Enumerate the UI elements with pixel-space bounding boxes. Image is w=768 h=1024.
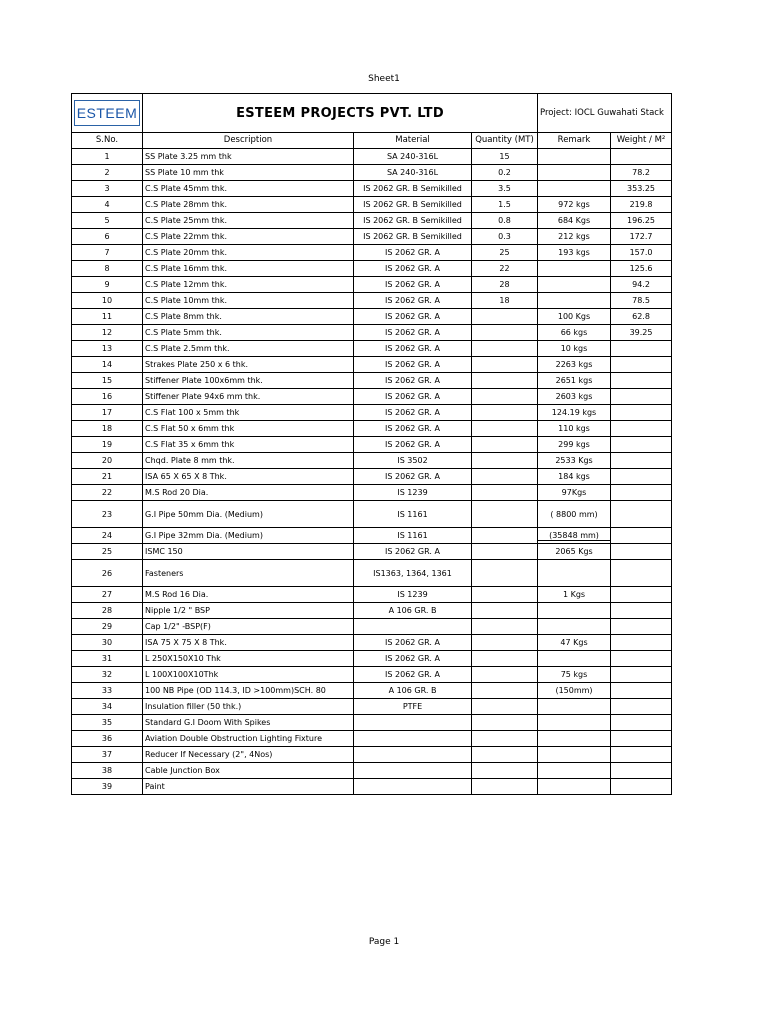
cell-remark [538,715,611,731]
cell-description: C.S Plate 45mm thk. [143,181,354,197]
table-row [72,747,672,763]
table-row [72,779,672,795]
cell-description: C.S Plate 2.5mm thk. [143,341,354,357]
cell-remark: 2065 Kgs [538,544,611,560]
cell-material: IS 2062 GR. B Semikilled [354,197,472,213]
cell-material [354,715,472,731]
cell-description: G.I Pipe 32mm Dia. (Medium) [143,528,354,544]
header-weight: Weight / M² [611,133,672,149]
cell-remark: 124.19 kgs [538,405,611,421]
cell-remark [538,603,611,619]
cell-remark: (35848 mm) [538,528,611,544]
title-row [72,94,672,133]
cell-weight [611,560,672,587]
cell-quantity: 0.2 [472,165,538,181]
cell-weight [611,603,672,619]
cell-sno: 7 [72,245,143,261]
cell-remark: (150mm) [538,683,611,699]
cell-quantity: 1.5 [472,197,538,213]
cell-material: IS 2062 GR. A [354,277,472,293]
cell-remark [538,181,611,197]
cell-remark: 10 kgs [538,341,611,357]
cell-weight [611,501,672,528]
cell-material [354,747,472,763]
cell-description: M.S Rod 16 Dia. [143,587,354,603]
cell-remark: 299 kgs [538,437,611,453]
table-row [72,667,672,683]
table-row [72,715,672,731]
cell-sno: 22 [72,485,143,501]
column-header-row [72,133,672,149]
cell-quantity [472,421,538,437]
cell-weight [611,619,672,635]
cell-material: A 106 GR. B [354,683,472,699]
cell-sno: 23 [72,501,143,528]
cell-quantity [472,651,538,667]
table-row [72,213,672,229]
cell-weight [611,763,672,779]
cell-weight [611,357,672,373]
table-row [72,528,672,544]
project-name: Project: IOCL Guwahati Stack [538,94,672,133]
cell-sno: 12 [72,325,143,341]
cell-description: C.S Plate 16mm thk. [143,261,354,277]
cell-remark: 75 kgs [538,667,611,683]
cell-remark [538,277,611,293]
cell-description: C.S Flat 35 x 6mm thk [143,437,354,453]
cell-material [354,619,472,635]
cell-description: 100 NB Pipe (OD 114.3, ID >100mm)SCH. 80 [143,683,354,699]
cell-weight [611,587,672,603]
cell-remark: 2651 kgs [538,373,611,389]
cell-description: C.S Plate 12mm thk. [143,277,354,293]
cell-remark [538,293,611,309]
cell-remark: 100 Kgs [538,309,611,325]
cell-material: IS 2062 GR. A [354,405,472,421]
cell-material: IS 2062 GR. A [354,309,472,325]
cell-weight [611,453,672,469]
cell-sno: 10 [72,293,143,309]
cell-weight: 219.8 [611,197,672,213]
table-row [72,357,672,373]
cell-sno: 35 [72,715,143,731]
cell-description: C.S Plate 22mm thk. [143,229,354,245]
cell-quantity [472,437,538,453]
company-name: ESTEEM PROJECTS PVT. LTD [143,94,538,133]
cell-description: ISMC 150 [143,544,354,560]
cell-remark: 97Kgs [538,485,611,501]
cell-weight [611,421,672,437]
cell-quantity: 3.5 [472,181,538,197]
cell-weight [611,437,672,453]
cell-sno: 24 [72,528,143,544]
table-row [72,325,672,341]
cell-sno: 19 [72,437,143,453]
cell-sno: 25 [72,544,143,560]
cell-material: IS 1239 [354,485,472,501]
cell-weight: 196.25 [611,213,672,229]
table-row [72,544,672,560]
cell-weight: 62.8 [611,309,672,325]
cell-quantity [472,544,538,560]
table-row [72,587,672,603]
header-description: Description [143,133,354,149]
cell-remark: 193 kgs [538,245,611,261]
page-number: Page 1 [368,937,400,947]
table-row [72,683,672,699]
cell-description: Stiffener Plate 100x6mm thk. [143,373,354,389]
cell-sno: 36 [72,731,143,747]
table-row [72,405,672,421]
header-remark: Remark [538,133,611,149]
table-row [72,763,672,779]
table-row [72,309,672,325]
cell-quantity [472,683,538,699]
cell-sno: 30 [72,635,143,651]
cell-sno: 33 [72,683,143,699]
cell-material: IS 3502 [354,453,472,469]
cell-quantity: 0.8 [472,213,538,229]
cell-weight [611,389,672,405]
cell-weight [611,699,672,715]
cell-material: SA 240-316L [354,165,472,181]
cell-material: IS 2062 GR. A [354,261,472,277]
cell-sno: 5 [72,213,143,229]
table-row [72,389,672,405]
cell-description: ISA 65 X 65 X 8 Thk. [143,469,354,485]
cell-description: C.S Plate 10mm thk. [143,293,354,309]
cell-remark [538,731,611,747]
cell-description: SS Plate 10 mm thk [143,165,354,181]
table-row [72,261,672,277]
cell-quantity [472,485,538,501]
cell-weight: 39.25 [611,325,672,341]
cell-description: Standard G.I Doom With Spikes [143,715,354,731]
cell-material: IS1363, 1364, 1361 [354,560,472,587]
table-row [72,165,672,181]
cell-quantity: 18 [472,293,538,309]
cell-sno: 3 [72,181,143,197]
table-row [72,277,672,293]
cell-material: SA 240-316L [354,149,472,165]
cell-remark [538,747,611,763]
cell-remark [538,560,611,587]
cell-description: Cap 1/2" -BSP(F) [143,619,354,635]
cell-weight [611,485,672,501]
cell-weight [611,373,672,389]
cell-sno: 4 [72,197,143,213]
table-row [72,651,672,667]
cell-description: G.I Pipe 50mm Dia. (Medium) [143,501,354,528]
table-row [72,501,672,528]
cell-remark [538,149,611,165]
cell-quantity [472,715,538,731]
table-row [72,560,672,587]
cell-description: C.S Plate 25mm thk. [143,213,354,229]
cell-quantity [472,763,538,779]
cell-remark: 184 kgs [538,469,611,485]
cell-material: IS 1161 [354,501,472,528]
cell-sno: 31 [72,651,143,667]
cell-quantity [472,325,538,341]
table-row [72,229,672,245]
cell-remark [538,651,611,667]
cell-weight [611,779,672,795]
cell-weight: 125.6 [611,261,672,277]
cell-weight: 94.2 [611,277,672,293]
cell-quantity [472,528,538,544]
cell-remark [538,165,611,181]
cell-quantity [472,619,538,635]
cell-sno: 38 [72,763,143,779]
cell-sno: 18 [72,421,143,437]
cell-quantity [472,667,538,683]
cell-quantity: 28 [472,277,538,293]
cell-description: Reducer If Necessary (2", 4Nos) [143,747,354,763]
cell-material: IS 2062 GR. A [354,357,472,373]
table-row [72,245,672,261]
table-row [72,603,672,619]
cell-remark [538,619,611,635]
cell-weight [611,715,672,731]
cell-material: IS 2062 GR. A [354,373,472,389]
table-row [72,469,672,485]
cell-quantity [472,699,538,715]
cell-remark: 972 kgs [538,197,611,213]
cell-sno: 9 [72,277,143,293]
cell-material: IS 2062 GR. B Semikilled [354,213,472,229]
cell-weight [611,683,672,699]
cell-material: IS 2062 GR. A [354,437,472,453]
cell-weight [611,667,672,683]
cell-description: C.S Plate 8mm thk. [143,309,354,325]
cell-sno: 21 [72,469,143,485]
cell-weight: 78.5 [611,293,672,309]
cell-sno: 37 [72,747,143,763]
cell-weight [611,341,672,357]
cell-weight: 172.7 [611,229,672,245]
logo-cell [72,94,143,133]
table-row [72,341,672,357]
cell-quantity: 0.3 [472,229,538,245]
cell-sno: 29 [72,619,143,635]
table-row [72,731,672,747]
cell-weight [611,544,672,560]
cell-quantity: 25 [472,245,538,261]
cell-quantity: 22 [472,261,538,277]
table-row [72,149,672,165]
table-row [72,453,672,469]
cell-description: ISA 75 X 75 X 8 Thk. [143,635,354,651]
cell-quantity [472,603,538,619]
cell-remark [538,763,611,779]
cell-description: C.S Plate 5mm thk. [143,325,354,341]
table-row [72,197,672,213]
cell-description: Aviation Double Obstruction Lighting Fixture [143,731,354,747]
cell-sno: 28 [72,603,143,619]
cell-sno: 26 [72,560,143,587]
cell-material: IS 2062 GR. B Semikilled [354,229,472,245]
cell-remark: 684 Kgs [538,213,611,229]
cell-material: IS 2062 GR. A [354,341,472,357]
cell-quantity [472,560,538,587]
cell-remark [538,699,611,715]
cell-weight [611,731,672,747]
cell-remark: ( 8800 mm) [538,501,611,528]
cell-material: A 106 GR. B [354,603,472,619]
table-row [72,293,672,309]
esteem-logo: ESTEEM [74,100,140,126]
cell-quantity [472,389,538,405]
cell-description: Stiffener Plate 94x6 mm thk. [143,389,354,405]
table-row [72,485,672,501]
cell-weight [611,405,672,421]
cell-material: IS 2062 GR. A [354,245,472,261]
cell-material: IS 2062 GR. A [354,469,472,485]
cell-quantity [472,309,538,325]
cell-material: IS 2062 GR. B Semikilled [354,181,472,197]
cell-description: Chqd. Plate 8 mm thk. [143,453,354,469]
bill-of-materials-table [71,93,672,795]
cell-remark: 212 kgs [538,229,611,245]
cell-sno: 11 [72,309,143,325]
cell-description: Strakes Plate 250 x 6 thk. [143,357,354,373]
cell-material: IS 2062 GR. A [354,651,472,667]
cell-quantity [472,747,538,763]
cell-remark: 47 Kgs [538,635,611,651]
cell-description: Fasteners [143,560,354,587]
cell-remark: 2533 Kgs [538,453,611,469]
table-row [72,619,672,635]
cell-description: C.S Flat 100 x 5mm thk [143,405,354,421]
table-row [72,373,672,389]
table-row [72,635,672,651]
cell-remark: 2263 kgs [538,357,611,373]
cell-material: IS 2062 GR. A [354,421,472,437]
cell-description: Nipple 1/2 " BSP [143,603,354,619]
cell-quantity [472,341,538,357]
cell-weight [611,747,672,763]
cell-description: C.S Plate 28mm thk. [143,197,354,213]
cell-material: PTFE [354,699,472,715]
header-quantity: Quantity (MT) [472,133,538,149]
cell-sno: 17 [72,405,143,421]
cell-sno: 16 [72,389,143,405]
cell-sno: 20 [72,453,143,469]
cell-description: Cable Junction Box [143,763,354,779]
sheet-label: Sheet1 [368,74,400,84]
cell-quantity: 15 [472,149,538,165]
cell-quantity [472,587,538,603]
table-row [72,699,672,715]
cell-weight: 78.2 [611,165,672,181]
table-row [72,437,672,453]
cell-remark: 2603 kgs [538,389,611,405]
cell-weight [611,469,672,485]
cell-weight: 353.25 [611,181,672,197]
cell-remark [538,779,611,795]
cell-material: IS 2062 GR. A [354,389,472,405]
cell-quantity [472,357,538,373]
cell-description: M.S Rod 20 Dia. [143,485,354,501]
cell-quantity [472,501,538,528]
cell-sno: 14 [72,357,143,373]
cell-remark: 1 Kgs [538,587,611,603]
cell-quantity [472,453,538,469]
cell-material [354,779,472,795]
cell-material: IS 2062 GR. A [354,635,472,651]
header-material: Material [354,133,472,149]
cell-sno: 1 [72,149,143,165]
cell-material: IS 2062 GR. A [354,667,472,683]
cell-quantity [472,373,538,389]
cell-description: SS Plate 3.25 mm thk [143,149,354,165]
cell-quantity [472,405,538,421]
cell-material [354,731,472,747]
cell-sno: 32 [72,667,143,683]
cell-sno: 13 [72,341,143,357]
header-sno: S.No. [72,133,143,149]
cell-material: IS 1161 [354,528,472,544]
cell-material: IS 2062 GR. A [354,544,472,560]
cell-description: C.S Plate 20mm thk. [143,245,354,261]
cell-material [354,763,472,779]
cell-material: IS 2062 GR. A [354,325,472,341]
cell-sno: 27 [72,587,143,603]
cell-weight [611,651,672,667]
cell-sno: 6 [72,229,143,245]
cell-remark: 66 kgs [538,325,611,341]
cell-description: Insulation filler (50 thk.) [143,699,354,715]
cell-sno: 2 [72,165,143,181]
cell-weight [611,528,672,544]
cell-sno: 8 [72,261,143,277]
cell-quantity [472,635,538,651]
cell-quantity [472,469,538,485]
cell-material: IS 2062 GR. A [354,293,472,309]
cell-sno: 34 [72,699,143,715]
table-row [72,181,672,197]
cell-weight: 157.0 [611,245,672,261]
cell-sno: 15 [72,373,143,389]
cell-description: L 100X100X10Thk [143,667,354,683]
cell-remark: 110 kgs [538,421,611,437]
table-row [72,421,672,437]
cell-quantity [472,779,538,795]
cell-weight [611,635,672,651]
cell-weight [611,149,672,165]
cell-material: IS 1239 [354,587,472,603]
cell-sno: 39 [72,779,143,795]
cell-description: L 250X150X10 Thk [143,651,354,667]
cell-description: C.S Flat 50 x 6mm thk [143,421,354,437]
cell-quantity [472,731,538,747]
cell-description: Paint [143,779,354,795]
cell-remark [538,261,611,277]
